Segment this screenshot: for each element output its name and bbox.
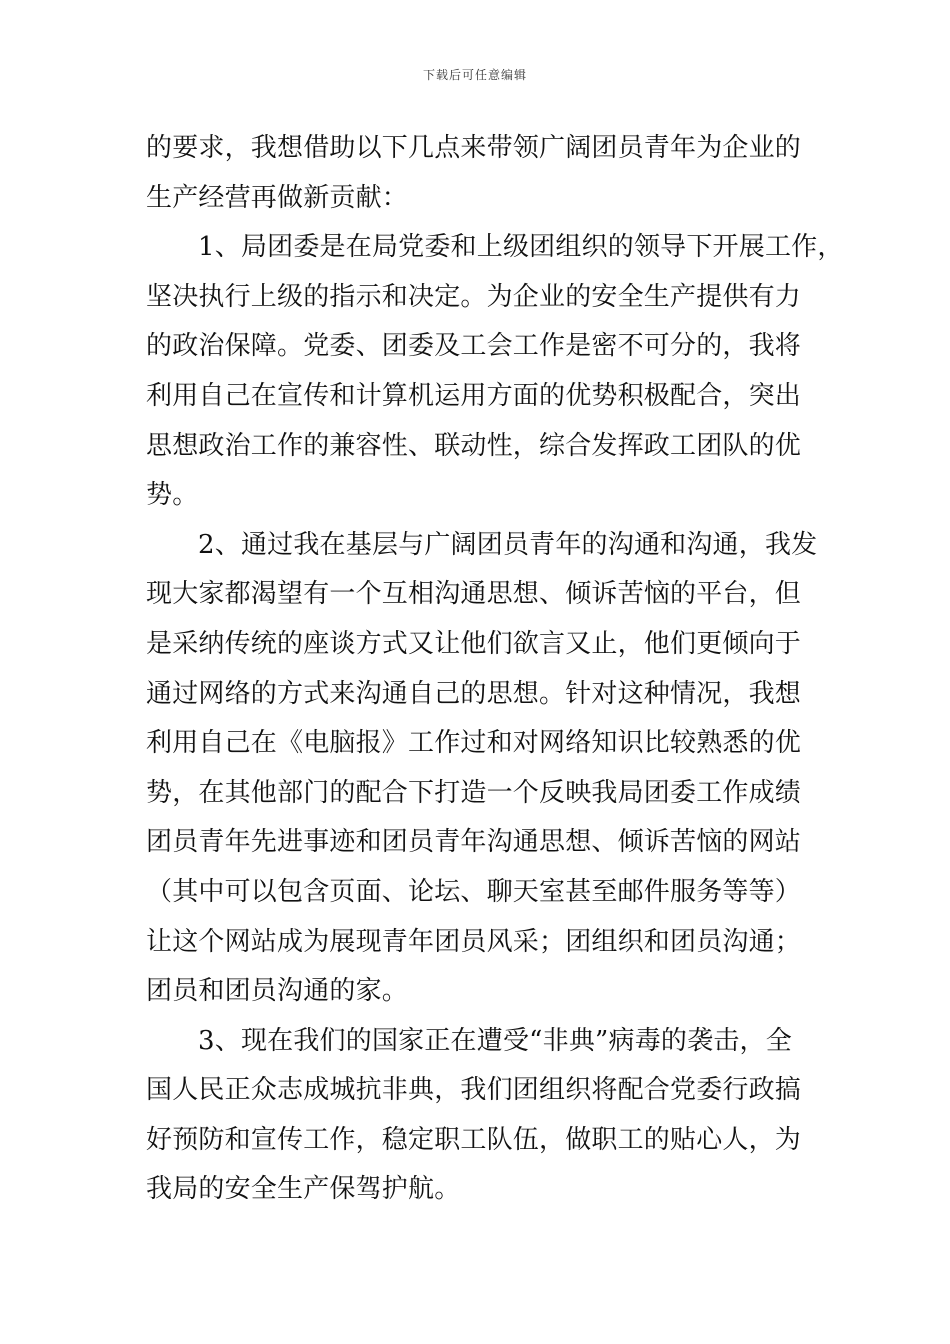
text-line: 团员青年先进事迹和团员青年沟通思想、倾诉苦恼的网站 [146,827,802,858]
document-body [146,124,844,1215]
text-line: 让这个网站成为展现青年团员风采；团组织和团员沟通； [146,926,802,957]
text-line: 国人民正众志成城抗非典，我们团组织将配合党委行政搞 [146,1075,802,1106]
text-line: 我局的安全生产保驾护航。 [146,1174,461,1205]
paragraph [146,521,816,1017]
text-line: 的要求，我想借助以下几点来带领广阔团员青年为企业的 [146,133,802,163]
text-line: 思想政治工作的兼容性、联动性，综合发挥政工团队的优 [146,430,802,461]
text-line: 坚决执行上级的指示和决定。为企业的安全生产提供有力 [146,281,802,312]
text-line: 是采纳传统的座谈方式又让他们欲言又止，他们更倾向于 [146,628,802,659]
text-line: 3、现在我们的国家正在遭受“非典”病毒的袭击，全 [198,1025,792,1056]
text-line: 1、局团委是在局党委和上级团组织的领导下开展工作， [198,232,844,263]
text-line: 生产经营再做新贡献： [146,182,409,213]
paragraph [146,223,844,521]
text-line: 势。 [146,480,199,511]
text-line: 利用自己在宣传和计算机运用方面的优势积极配合，突出 [146,380,802,411]
text-line: 通过网络的方式来沟通自己的思想。针对这种情况，我想 [146,678,802,709]
paragraph [146,1017,816,1215]
text-line: 好预防和宣传工作，稳定职工队伍，做职工的贴心人，为 [146,1124,802,1155]
text-line: 2、通过我在基层与广阔团员青年的沟通和沟通，我发 [198,529,818,560]
text-line: 势，在其他部门的配合下打造一个反映我局团委工作成绩 [146,777,802,808]
text-line: （其中可以包含页面、论坛、聊天室甚至邮件服务等等） [146,876,802,907]
text-line: 现大家都渴望有一个互相沟通思想、倾诉苦恼的平台，但 [146,579,802,610]
text-line: 利用自己在《电脑报》工作过和对网络知识比较熟悉的优 [146,728,802,759]
text-line: 团员和团员沟通的家。 [146,976,409,1007]
text-line: 的政治保障。党委、团委及工会工作是密不可分的，我将 [146,331,802,362]
paragraph [146,124,816,223]
page-header: 下载后可任意编辑 [422,68,527,82]
